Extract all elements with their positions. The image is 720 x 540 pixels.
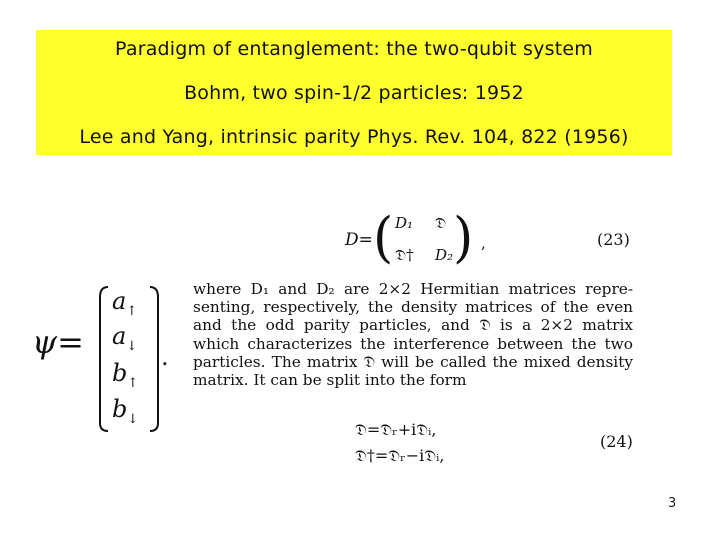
- equation-24-line-2: 𝔇†=𝔇ᵣ−i𝔇ᵢ,: [355, 446, 445, 465]
- psi-component-2: $a_↓$: [112, 322, 138, 354]
- psi-component-1: $a_↑$: [112, 287, 138, 319]
- paragraph-line: senting, respectively, the density matrices of the even: [193, 298, 633, 317]
- subtitle-bohm: Bohm, two spin-1/2 particles: 1952: [184, 82, 524, 104]
- equation-24-line-1: 𝔇=𝔇ᵣ+i𝔇ᵢ,: [355, 420, 437, 439]
- eq23-dfrak-dagger: 𝔇†: [395, 246, 414, 264]
- psi-symbol: ψ=: [32, 323, 84, 361]
- eq23-number: (23): [597, 230, 630, 249]
- eq23-lhs: D=: [345, 230, 373, 250]
- equation-24-number: (24): [600, 432, 633, 451]
- eq23-d1: D₁: [395, 214, 414, 232]
- paragraph-line: matrix. It can be split into the form: [193, 371, 467, 390]
- psi-vector: [32, 285, 167, 435]
- equation-23: [345, 206, 645, 272]
- paragraph-line: and the odd parity particles, and 𝔇 is a 2×2 matrix: [193, 316, 633, 335]
- subtitle-lee-yang: Lee and Yang, intrinsic parity Phys. Rev. 104, 822 (1956): [79, 126, 629, 148]
- eq23-left-paren: (: [373, 206, 394, 270]
- eq23-dfrak: 𝔇: [435, 214, 447, 232]
- eq23-d2: D₂: [435, 246, 454, 264]
- eq23-comma: ,: [481, 234, 486, 252]
- page-number: 3: [668, 496, 677, 511]
- psi-period: .: [161, 343, 169, 371]
- psi-component-3: $b_↑$: [112, 359, 139, 391]
- paragraph-line: where D₁ and D₂ are 2×2 Hermitian matrices repre-: [193, 280, 633, 298]
- psi-brackets: [32, 285, 167, 435]
- title-box: [36, 30, 672, 155]
- paper-paragraph: [193, 280, 633, 389]
- psi-component-4: $b_↓$: [112, 395, 139, 427]
- slide-title: Paradigm of entanglement: the two-qubit system: [115, 38, 593, 60]
- paragraph-line: particles. The matrix 𝔇 will be called the mixed density: [193, 352, 633, 371]
- eq23-right-paren: ): [453, 206, 474, 270]
- paragraph-line: which characterizes the interference between the two: [193, 334, 633, 353]
